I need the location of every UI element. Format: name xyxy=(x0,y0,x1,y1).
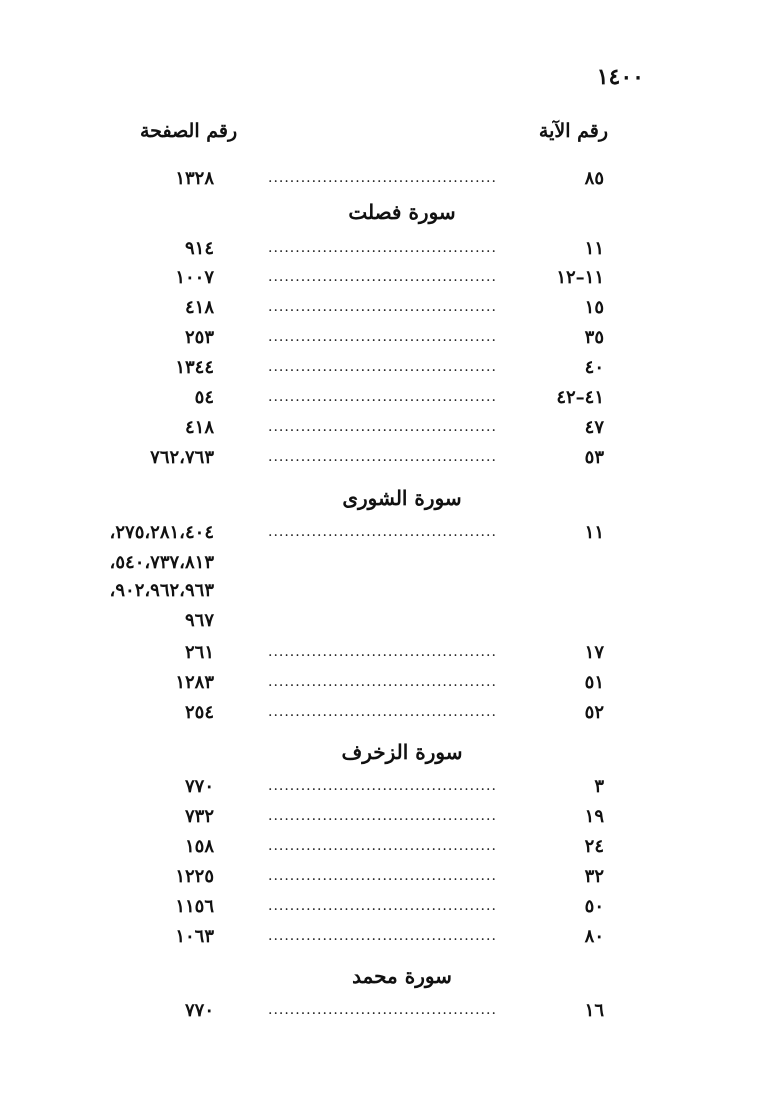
index-row xyxy=(0,297,764,323)
page-reference: ٢٥٣ xyxy=(184,327,214,348)
index-row xyxy=(0,926,764,952)
leader-dots: .......................................... xyxy=(268,898,497,914)
surah-heading: سورة الشورى xyxy=(342,486,462,510)
page-reference: ٧٧٠ xyxy=(184,1000,214,1021)
page-reference: ١٢٢٥ xyxy=(175,866,214,887)
index-row xyxy=(0,447,764,473)
index-row xyxy=(0,168,764,194)
page-reference: ١١٥٦ xyxy=(175,896,214,917)
page-reference: ٤١٨ xyxy=(184,417,214,438)
index-row xyxy=(0,896,764,922)
page-reference: ٧٧٠ xyxy=(184,776,214,797)
verse-number: ٥٣ xyxy=(584,447,604,468)
verse-number: ٢٤ xyxy=(584,836,604,857)
verse-number: ١١ xyxy=(584,238,604,259)
leader-dots: .......................................... xyxy=(268,269,497,285)
verse-number: ٥١ xyxy=(584,672,604,693)
index-row xyxy=(0,702,764,728)
page-reference: ٧٦٢،٧٦٣ xyxy=(150,447,214,468)
verse-number: ٣ xyxy=(594,776,604,797)
page-reference: ٢٥٤ xyxy=(184,702,214,723)
page-reference: ١٠٠٧ xyxy=(175,267,214,288)
verse-number: ٣٢ xyxy=(584,866,604,887)
leader-dots: .......................................... xyxy=(268,359,497,375)
leader-dots: .......................................... xyxy=(268,778,497,794)
leader-dots: .......................................... xyxy=(268,928,497,944)
leader-dots: .......................................... xyxy=(268,389,497,405)
index-row xyxy=(0,1000,764,1026)
page-reference: ٥٤ xyxy=(194,387,214,408)
index-row xyxy=(0,836,764,862)
page-reference: ٢٦١ xyxy=(184,642,214,663)
leader-dots: .......................................... xyxy=(268,674,497,690)
leader-dots: .......................................... xyxy=(268,704,497,720)
page-reference: ١٣٢٨ xyxy=(175,168,214,189)
surah-heading: سورة الزخرف xyxy=(341,740,463,764)
leader-dots: .......................................... xyxy=(268,329,497,345)
index-row xyxy=(0,387,764,413)
verse-number: ٣٥ xyxy=(584,327,604,348)
verse-number: ٤١–٤٢ xyxy=(556,387,604,408)
leader-dots: .......................................... xyxy=(268,1002,497,1018)
index-row xyxy=(0,672,764,698)
leader-dots: .......................................... xyxy=(268,240,497,256)
verse-number: ١٥ xyxy=(584,297,604,318)
page-reference: ١٣٤٤ xyxy=(175,357,214,378)
index-row xyxy=(0,806,764,832)
header-page-number: رقم الصفحة xyxy=(140,120,238,142)
verse-number: ٨٠ xyxy=(584,926,604,947)
leader-dots: .......................................... xyxy=(268,868,497,884)
page-reference: ٩٠٢،٩٦٢،٩٦٣، xyxy=(109,580,214,601)
page-reference: ١٢٨٣ xyxy=(175,672,214,693)
header-verse-number: رقم الآية xyxy=(538,120,608,142)
index-row xyxy=(0,417,764,443)
page-reference: ٧٣٢ xyxy=(184,806,214,827)
verse-number: ٤٧ xyxy=(584,417,604,438)
index-row xyxy=(0,357,764,383)
verse-number: ٤٠ xyxy=(584,357,604,378)
verse-number: ١١ xyxy=(584,522,604,543)
leader-dots: .......................................... xyxy=(268,419,497,435)
index-row-continuation xyxy=(0,580,764,606)
page-reference: ٢٧٥،٢٨١،٤٠٤، xyxy=(109,522,214,543)
leader-dots: .......................................... xyxy=(268,644,497,660)
verse-number: ١٦ xyxy=(584,1000,604,1021)
index-row xyxy=(0,642,764,668)
page-reference: ٩٦٧ xyxy=(184,610,214,631)
index-row xyxy=(0,327,764,353)
index-row xyxy=(0,866,764,892)
surah-heading: سورة فصلت xyxy=(348,200,456,224)
page-number: ١٤٠٠ xyxy=(596,64,644,90)
surah-heading: سورة محمد xyxy=(352,964,452,988)
page-reference: ٥٤٠،٧٣٧،٨١٣، xyxy=(109,552,214,573)
leader-dots: .......................................... xyxy=(268,524,497,540)
leader-dots: .......................................... xyxy=(268,299,497,315)
verse-number: ١٩ xyxy=(584,806,604,827)
verse-number: ٥٠ xyxy=(584,896,604,917)
verse-number: ١٧ xyxy=(584,642,604,663)
index-row-continuation xyxy=(0,552,764,578)
index-row xyxy=(0,522,764,548)
page-reference: ١٠٦٣ xyxy=(175,926,214,947)
index-row xyxy=(0,267,764,293)
page-reference: ١٥٨ xyxy=(184,836,214,857)
leader-dots: .......................................... xyxy=(268,449,497,465)
index-row-continuation xyxy=(0,610,764,636)
page-reference: ٩١٤ xyxy=(184,238,214,259)
verse-number: ٨٥ xyxy=(584,168,604,189)
leader-dots: .......................................... xyxy=(268,170,497,186)
verse-number: ٥٢ xyxy=(584,702,604,723)
index-row xyxy=(0,238,764,264)
leader-dots: .......................................... xyxy=(268,838,497,854)
page-reference: ٤١٨ xyxy=(184,297,214,318)
index-row xyxy=(0,776,764,802)
verse-number: ١١–١٢ xyxy=(556,267,604,288)
leader-dots: .......................................... xyxy=(268,808,497,824)
